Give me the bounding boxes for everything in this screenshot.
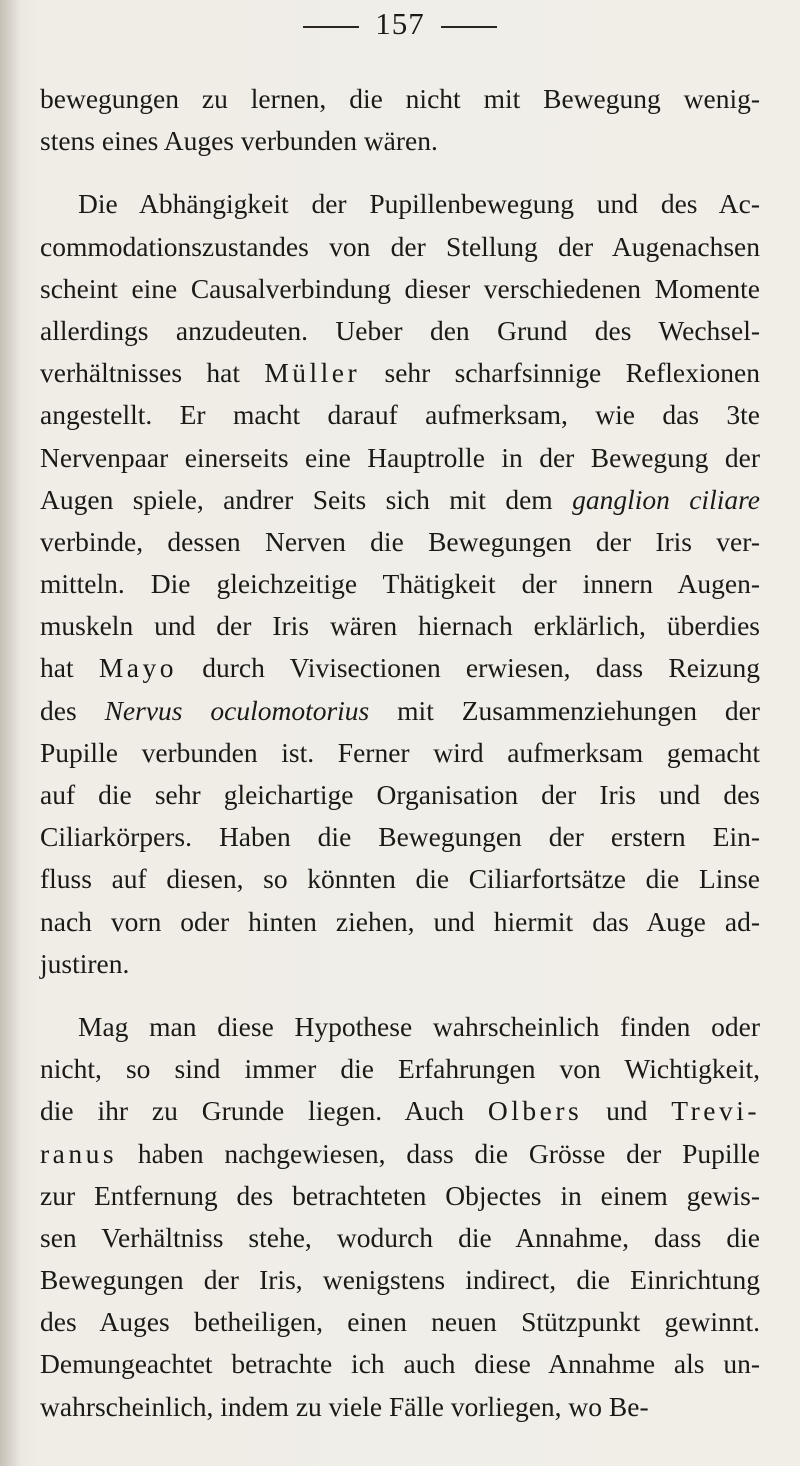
- text-run: durch Vivisectionen erwiesen, dass Reizung: [177, 652, 760, 684]
- header-rule-right: [441, 26, 497, 28]
- text-line: [40, 120, 760, 162]
- text-line: [40, 901, 760, 943]
- text-run: justiren.: [40, 947, 130, 979]
- text-run: Bewegungen der Iris, wenigstens indirect, die Einrichtung: [40, 1264, 760, 1296]
- text-line: [40, 268, 760, 310]
- text-run: Pupille verbunden ist. Ferner wird aufmerksam gemacht: [40, 736, 760, 768]
- text-run: angestellt. Er macht darauf aufmerksam, wie das 3te: [40, 399, 760, 431]
- author-name: ranus: [40, 1137, 118, 1169]
- text-run: bewegungen zu lernen, die nicht mit Bewegung wenig-: [40, 83, 760, 114]
- text-run: stens eines Auges verbunden wären.: [40, 125, 438, 157]
- page-number: 157: [375, 6, 425, 41]
- text-run: und: [582, 1095, 672, 1127]
- header-rule-left: [303, 26, 359, 28]
- text-line: [40, 1386, 760, 1428]
- text-run: nicht, so sind immer die Erfahrungen von Wichtigkeit,: [40, 1053, 760, 1085]
- latin-term: ganglion ciliare: [572, 483, 760, 515]
- paragraph: [40, 183, 760, 985]
- text-line: [40, 437, 760, 479]
- text-run: Nervenpaar einerseits eine Hauptrolle in der Bewegung der: [40, 441, 760, 473]
- text-run: sehr scharfsinnige Reflexionen: [360, 357, 760, 389]
- text-line: [40, 1217, 760, 1259]
- text-run: verhältnisses hat: [40, 357, 265, 389]
- text-line: [40, 310, 760, 352]
- paragraph-gap: [40, 162, 760, 183]
- text-run: fluss auf diesen, so könnten die Ciliarfortsätze die Linse: [40, 863, 760, 895]
- text-line: [40, 1133, 760, 1175]
- text-run: muskeln und der Iris wären hiernach erklärlich, überdies: [40, 610, 760, 642]
- gutter-shadow: [0, 0, 22, 1466]
- page-header: [0, 6, 800, 42]
- text-run: Mag man diese Hypothese wahrscheinlich finden oder: [78, 1010, 760, 1042]
- latin-term: Nervus oculomotorius: [104, 694, 370, 726]
- text-run: des Auges betheiligen, einen neuen Stützpunkt gewinnt.: [40, 1306, 760, 1338]
- text-line: [40, 943, 760, 985]
- text-run: nach vorn oder hinten ziehen, und hiermit das Auge ad-: [40, 905, 760, 937]
- text-line: [40, 394, 760, 436]
- text-run: zur Entfernung des betrachteten Objectes in einem gewis-: [40, 1179, 760, 1211]
- author-name: Mayo: [98, 652, 178, 684]
- text-line: [40, 1259, 760, 1301]
- text-line: [40, 226, 760, 268]
- text-run: allerdings anzudeuten. Ueber den Grund des Wechsel-: [40, 314, 760, 346]
- text-run: scheint eine Causalverbindung dieser verschiedenen Momente: [40, 272, 760, 304]
- author-name: Trevi-: [671, 1095, 760, 1127]
- text-run: des: [40, 694, 105, 726]
- text-run: sen Verhältniss stehe, wodurch die Annahme, dass die: [40, 1221, 760, 1253]
- text-line: [40, 690, 760, 732]
- text-run: Ciliarkörpers. Haben die Bewegungen der erstern Ein-: [40, 821, 760, 853]
- text-line: [40, 647, 760, 689]
- text-line: [40, 1343, 760, 1385]
- text-line: [40, 563, 760, 605]
- text-run: verbinde, dessen Nerven die Bewegungen der Iris ver-: [40, 525, 760, 557]
- text-line: [40, 858, 760, 900]
- author-name: Müller: [264, 357, 361, 389]
- text-line: [40, 816, 760, 858]
- text-line: [40, 1048, 760, 1090]
- text-line: [40, 774, 760, 816]
- text-run: commodationszustandes von der Stellung der Augenachsen: [40, 230, 760, 262]
- text-run: Demungeachtet betrachte ich auch diese Annahme als un-: [40, 1348, 760, 1380]
- text-line: [40, 605, 760, 647]
- text-run: mitteln. Die gleichzeitige Thätigkeit der innern Augen-: [40, 568, 760, 600]
- text-line: [40, 479, 760, 521]
- text-run: Die Abhängigkeit der Pupillenbewegung und des Ac-: [78, 188, 760, 220]
- paragraph: [40, 1006, 760, 1428]
- text-run: haben nachgewiesen, dass die Grösse der Pupille: [117, 1137, 760, 1169]
- text-line: [40, 78, 760, 120]
- text-run: hat: [40, 652, 99, 684]
- text-line: [40, 521, 760, 563]
- text-line: [40, 1006, 760, 1048]
- text-run: wahrscheinlich, indem zu viele Fälle vorliegen, wo Be-: [40, 1390, 649, 1422]
- text-run: Augen spiele, andrer Seits sich mit dem: [40, 483, 573, 515]
- text-run: auf die sehr gleichartige Organisation der Iris und des: [40, 779, 760, 810]
- text-line: [40, 1175, 760, 1217]
- text-line: [40, 1090, 760, 1132]
- text-line: [40, 352, 760, 394]
- text-line: [40, 1301, 760, 1343]
- text-line: [40, 183, 760, 225]
- paragraph: [40, 78, 760, 162]
- text-run: mit Zusammenziehungen der: [369, 694, 760, 726]
- body-text: [40, 78, 760, 1428]
- paragraph-gap: [40, 985, 760, 1006]
- text-run: die ihr zu Grunde liegen. Auch: [40, 1095, 488, 1127]
- text-line: [40, 732, 760, 774]
- author-name: Olbers: [487, 1095, 583, 1127]
